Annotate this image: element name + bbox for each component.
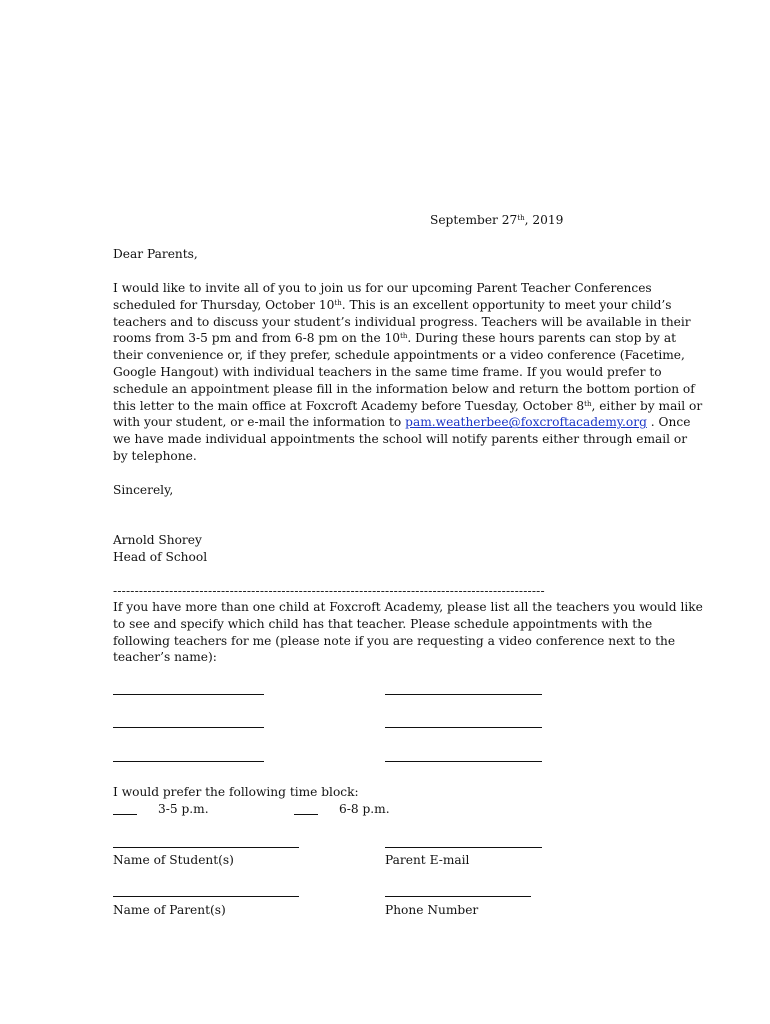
instruction-line: If you have more than one child at Foxcroft Academy, please list all the teachers you would like — [113, 600, 703, 614]
body-line: rooms from 3-5 pm and from 6-8 pm on the 10th. During these hours parents can stop by at — [113, 331, 676, 346]
instruction-line: following teachers for me (please note if you are requesting a video conference next to the — [113, 633, 676, 648]
body-line: with your student, or e-mail the information to pam.weatherbee@foxcroftacademy.org . Once — [113, 415, 691, 430]
teacher-blank-2[interactable] — [385, 694, 542, 695]
option-1-blank[interactable] — [113, 814, 137, 815]
instruction-line: to see and specify which child has that teacher. Please schedule appointments with the — [113, 616, 653, 631]
body-line: this letter to the main office at Foxcroft Academy before Tuesday, October 8th, either by mail or — [113, 398, 703, 413]
time-block-label: I would prefer the following time block: — [113, 785, 359, 799]
body-line: by telephone. — [113, 448, 197, 463]
option-1-label: 3-5 p.m. — [158, 802, 209, 816]
parent-name-label: Name of Parent(s) — [113, 903, 226, 917]
option-2-label: 6-8 p.m. — [339, 802, 390, 816]
teacher-blank-4[interactable] — [385, 727, 542, 728]
teacher-blank-3[interactable] — [113, 727, 264, 728]
teacher-blank-6[interactable] — [385, 761, 542, 762]
body-line: Google Hangout) with individual teachers in the same time frame. If you would prefer to — [113, 364, 662, 379]
signer-title: Head of School — [113, 550, 208, 564]
parent-email-field[interactable] — [385, 847, 542, 848]
teacher-blank-1[interactable] — [113, 694, 264, 695]
body-line: schedule an appointment please fill in the information below and return the bottom portion of — [113, 381, 695, 396]
signer-name: Arnold Shorey — [113, 533, 202, 547]
option-2-blank[interactable] — [294, 814, 318, 815]
parent-name-field[interactable] — [113, 896, 299, 897]
parent-email-label: Parent E-mail — [385, 853, 470, 867]
student-name-field[interactable] — [113, 847, 299, 848]
phone-number-field[interactable] — [385, 896, 531, 897]
instruction-line: teacher’s name): — [113, 650, 217, 665]
body-line: their convenience or, if they prefer, schedule appointments or a video conference (Facetime, — [113, 348, 685, 363]
student-name-label: Name of Student(s) — [113, 853, 234, 867]
phone-number-label: Phone Number — [385, 903, 479, 917]
letter-body — [113, 280, 702, 465]
cut-line: ---------------------------------------------------------------------------------------------------- — [113, 584, 545, 598]
email-link[interactable]: pam.weatherbee@foxcroftacademy.org — [405, 415, 647, 430]
letter-date: September 27th, 2019 — [430, 213, 564, 227]
body-line: scheduled for Thursday, October 10th. This is an excellent opportunity to meet your child’s — [113, 297, 672, 312]
greeting: Dear Parents, — [113, 247, 198, 261]
body-line: we have made individual appointments the school will notify parents either through email or — [113, 432, 688, 447]
teacher-blank-5[interactable] — [113, 761, 264, 762]
form-instructions — [113, 599, 703, 666]
body-line: I would like to invite all of you to join us for our upcoming Parent Teacher Conferences — [113, 281, 652, 295]
body-line: teachers and to discuss your student’s individual progress. Teachers will be available in their — [113, 314, 691, 329]
signoff: Sincerely, — [113, 483, 174, 497]
